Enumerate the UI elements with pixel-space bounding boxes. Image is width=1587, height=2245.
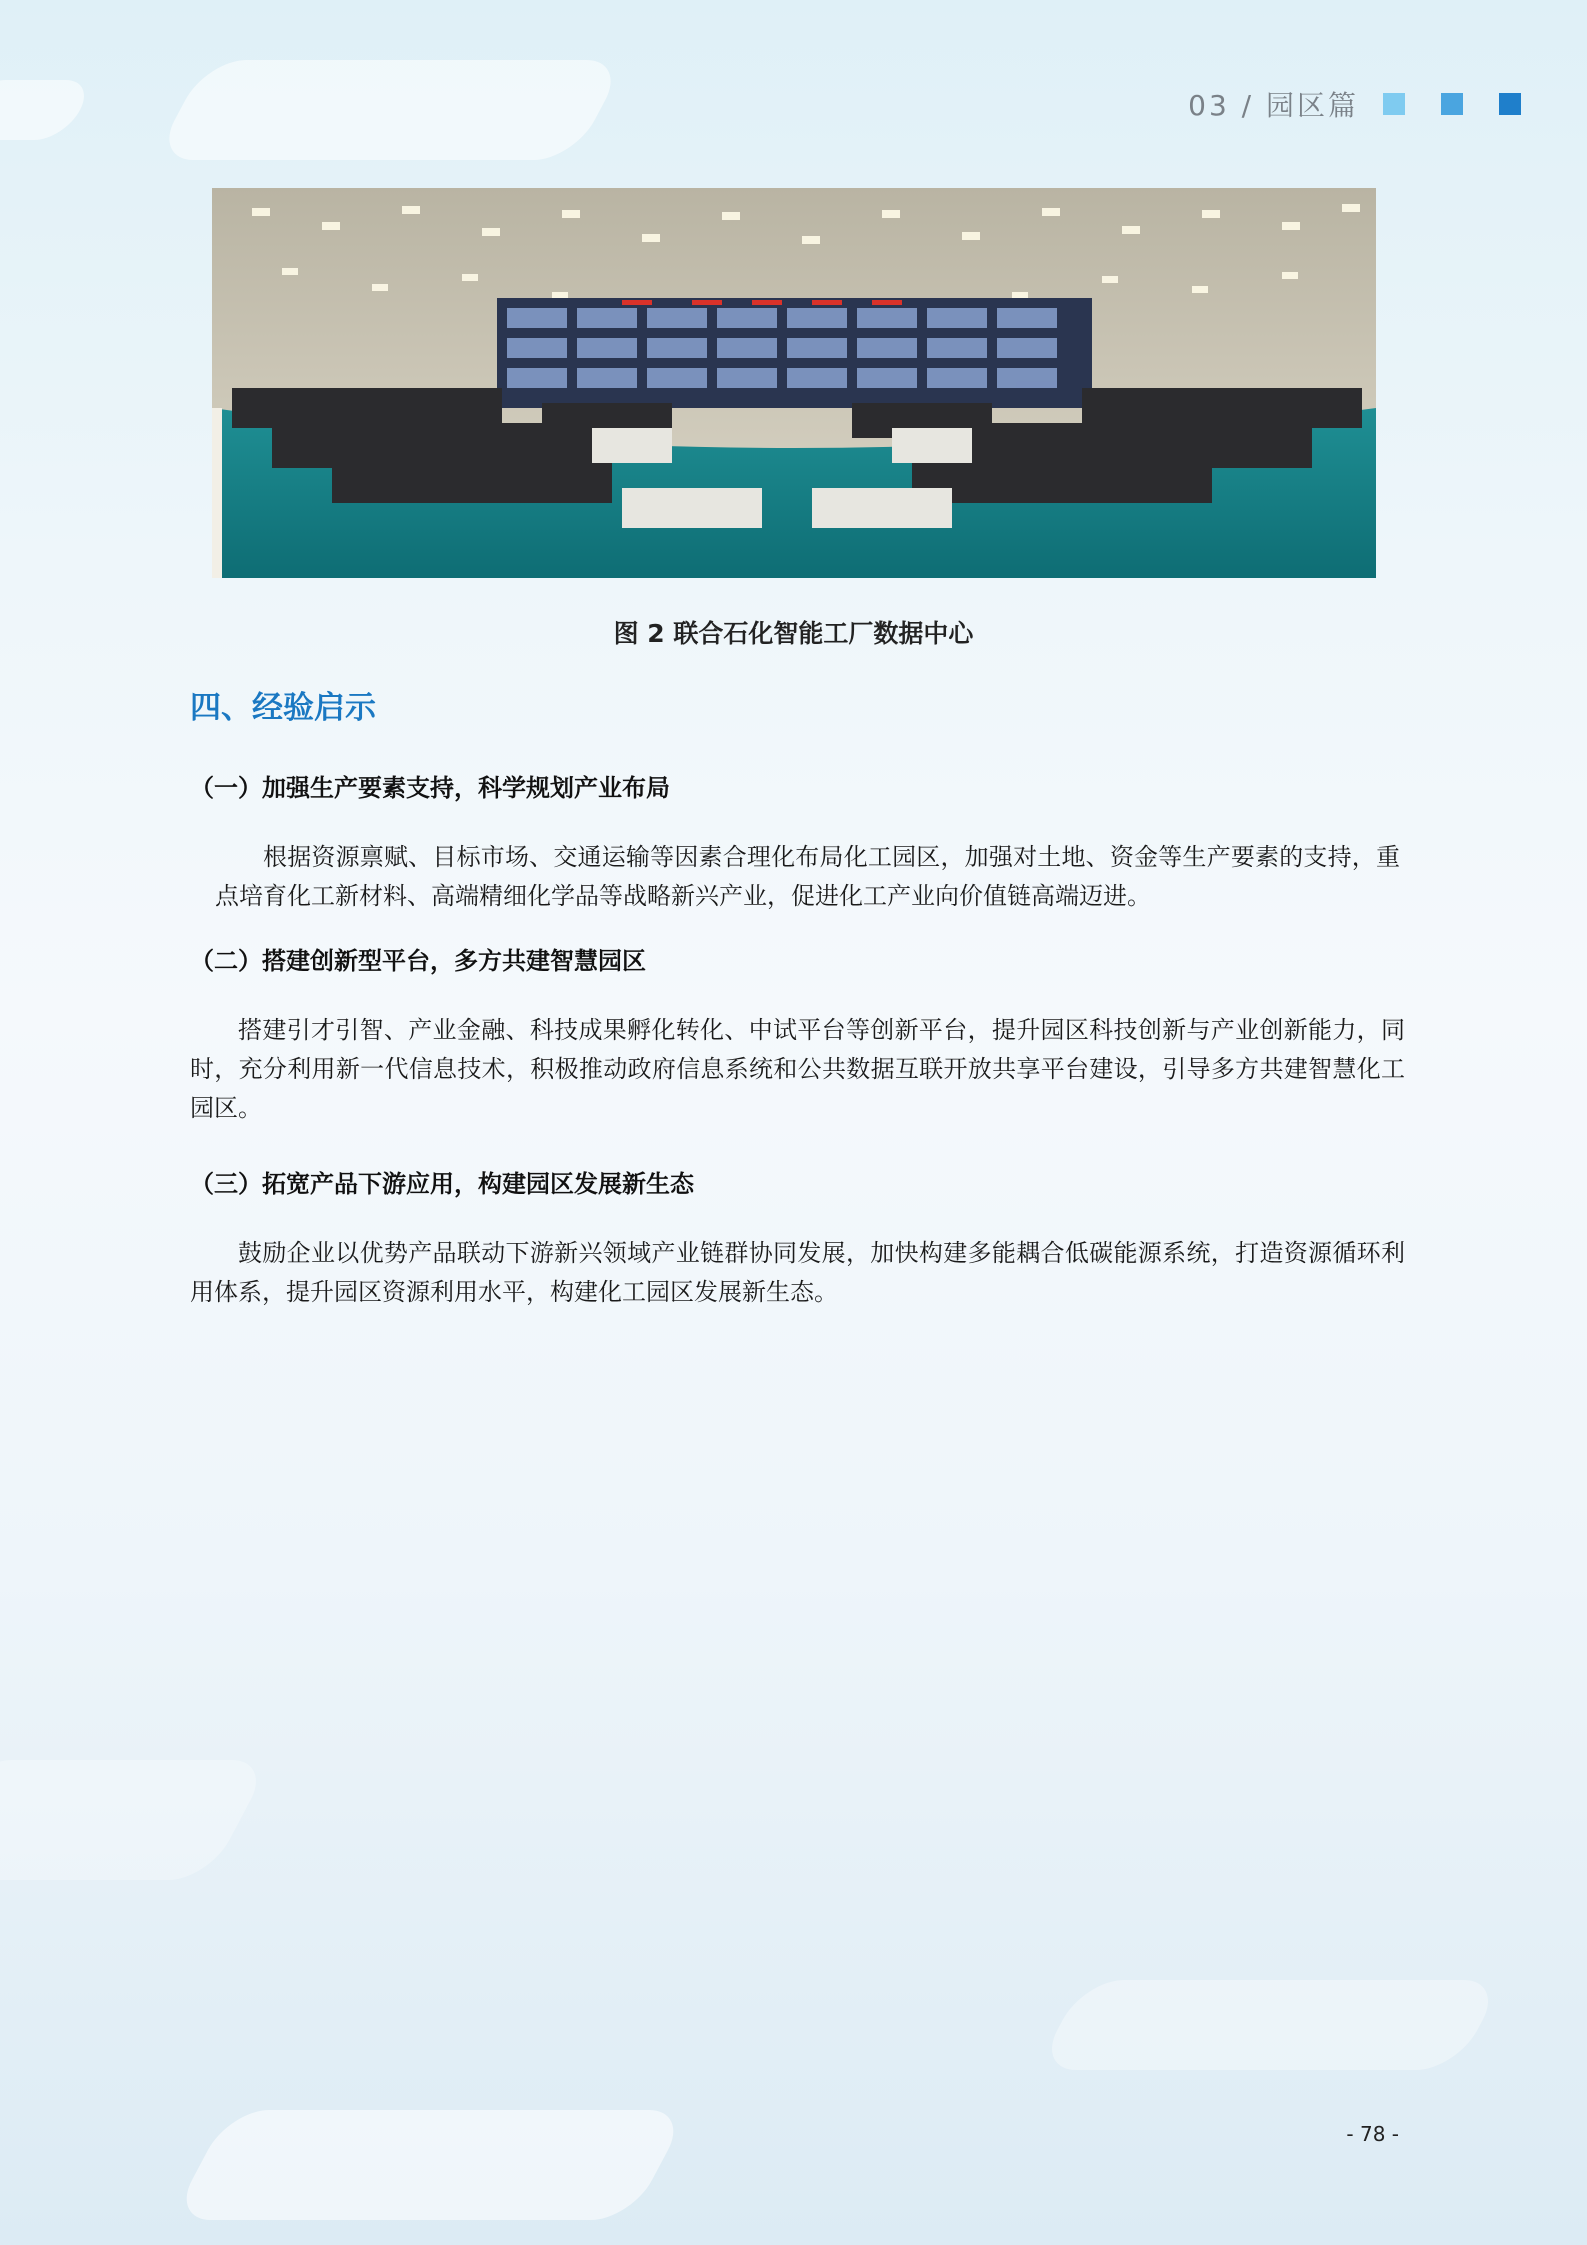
subsection-heading-3: （三）拓宽产品下游应用，构建园区发展新生态 xyxy=(190,1170,694,1198)
figure-caption: 图 2 联合石化智能工厂数据中心 xyxy=(613,619,974,648)
decor-square-light xyxy=(1383,93,1405,115)
page-number: - 78 - xyxy=(1346,2122,1399,2146)
decor-square-mid xyxy=(1441,93,1463,115)
background-shape xyxy=(0,80,96,140)
subsection-paragraph-3: 鼓励企业以优势产品联动下游新兴领域产业链群协同发展，加快构建多能耦合低碳能源系统，打造资源循环利用体系，提升园区资源利用水平，构建化工园区发展新生态。 xyxy=(190,1239,1405,1306)
decor-square-dark xyxy=(1499,93,1521,115)
background-shape xyxy=(171,2110,689,2220)
chapter-label: 03 / 园区篇 xyxy=(1188,89,1359,122)
subsection-paragraph-2: 搭建引才引智、产业金融、科技成果孵化转化、中试平台等创新平台，提升园区科技创新与产业创新能力，同时，充分利用新一代信息技术，积极推动政府信息系统和公共数据互联开放共享平台建设，引导多方共建智慧化工园区。 xyxy=(190,1016,1405,1122)
section-title: 四、经验启示 xyxy=(190,690,376,726)
background-shape xyxy=(1036,1980,1504,2070)
chapter-header xyxy=(1188,84,1521,124)
subsection-heading-2: （二）搭建创新型平台，多方共建智慧园区 xyxy=(190,947,646,975)
data-center-photo xyxy=(212,188,1376,578)
background-shape xyxy=(0,1760,272,1880)
subsection-paragraph-1: 根据资源禀赋、目标市场、交通运输等因素合理化布局化工园区，加强对土地、资金等生产要素的支持，重点培育化工新材料、高端精细化学品等战略新兴产业，促进化工产业向价值链高端迈进。 xyxy=(215,843,1400,910)
subsection-heading-1: （一）加强生产要素支持，科学规划产业布局 xyxy=(190,774,670,802)
background-shape xyxy=(153,60,626,160)
